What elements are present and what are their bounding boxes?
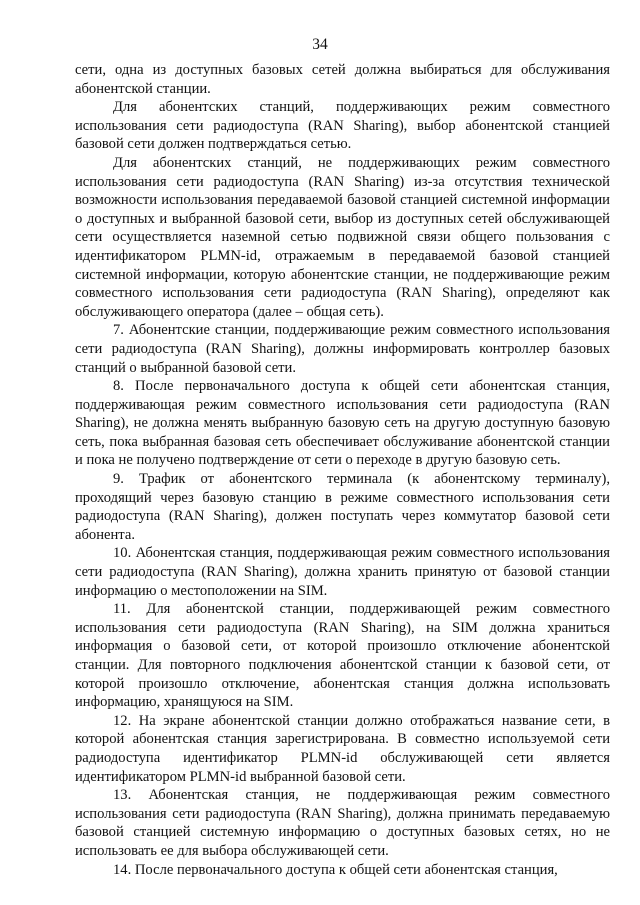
paragraph-continuation: сети, одна из доступных базовых сетей должна выбираться для обслуживания абонентской станции. [75, 62, 610, 97]
paragraph-item-13: 13. Абонентская станция, не поддерживающая режим совместного использования сети радиодоступа (RAN Sharing), должна принимать передаваемую базовой станцией системную информацию о доступных базовых сетях, но не использовать ее для выбора обслуживающей сети. [75, 787, 610, 859]
paragraph-item-11: 11. Для абонентской станции, поддерживающей режим совместного использования сети радиодоступа (RAN Sharing), на SIM должна храниться информация о базовой сети, от которой произошло отключение абонентской станции. Для повторного подключения абонентской станции к базовой сети, от которой произошло отключение, абонентская станция должна использовать информацию, хранящуюся на SIM. [75, 601, 610, 711]
paragraph-item-10: 10. Абонентская станция, поддерживающая режим совместного использования сети радиодоступа (RAN Sharing), должна хранить принятую от базовой станции информацию о местоположении на SIM. [75, 545, 610, 599]
document-body [75, 61, 610, 879]
paragraph-item-9: 9. Трафик от абонентского терминала (к абонентскому терминалу), проходящий через базовую станцию в режиме совместного использования сети радиодоступа (RAN Sharing), должен поступать через коммутатор базовой сети абонента. [75, 471, 610, 543]
paragraph-item-14: 14. После первоначального доступа к общей сети абонентская станция, [113, 861, 558, 878]
page-number: 34 [312, 36, 328, 53]
paragraph-ran-sharing-selection: Для абонентских станций, поддерживающих режим совместного использования сети радиодоступа (RAN Sharing), выбор абонентской станцией базовой сети должен подтверждаться сетью. [75, 99, 610, 153]
paragraph-item-8: 8. После первоначального доступа к общей сети абонентская станция, поддерживающая режим совместного использования сети радиодоступа (RAN Sharing), не должна менять выбранную базовую сеть на другую доступную базовую сеть, пока выбранная базовая сеть обеспечивает обслуживание абонентской станции и пока не получено подтверждение от сети о переходе в другую базовую сеть. [75, 378, 610, 469]
paragraph-item-12: 12. На экране абонентской станции должно отображаться название сети, в которой абонентская станция зарегистрирована. В совместно используемой сети радиодоступа идентификатор PLMN-id обслуживающей сети является идентификатором PLMN-id выбранной базовой сети. [75, 712, 610, 785]
paragraph-item-7: 7. Абонентские станции, поддерживающие режим совместного использования сети радиодоступа (RAN Sharing), должны информировать контроллер базовых станций о выбранной базовой сети. [75, 322, 610, 376]
paragraph-non-supporting-stations: Для абонентских станций, не поддерживающих режим совместного использования сети радиодоступа (RAN Sharing) из-за отсутствия технической возможности использования передаваемой базовой станцией системной информации о доступных и выбранной базовой сети, выбор из доступных сетей обслуживающей сети осуществляется наземной сетью подвижной связи общего пользования с идентификатором PLMN-id, отражаемым в передаваемой базовой станцией системной информации, которую абонентские станции, не поддерживающие режим совместного использования сети радиодоступа (RAN Sharing), определяют как обслуживающего оператора (далее – общая сеть). [75, 154, 610, 320]
